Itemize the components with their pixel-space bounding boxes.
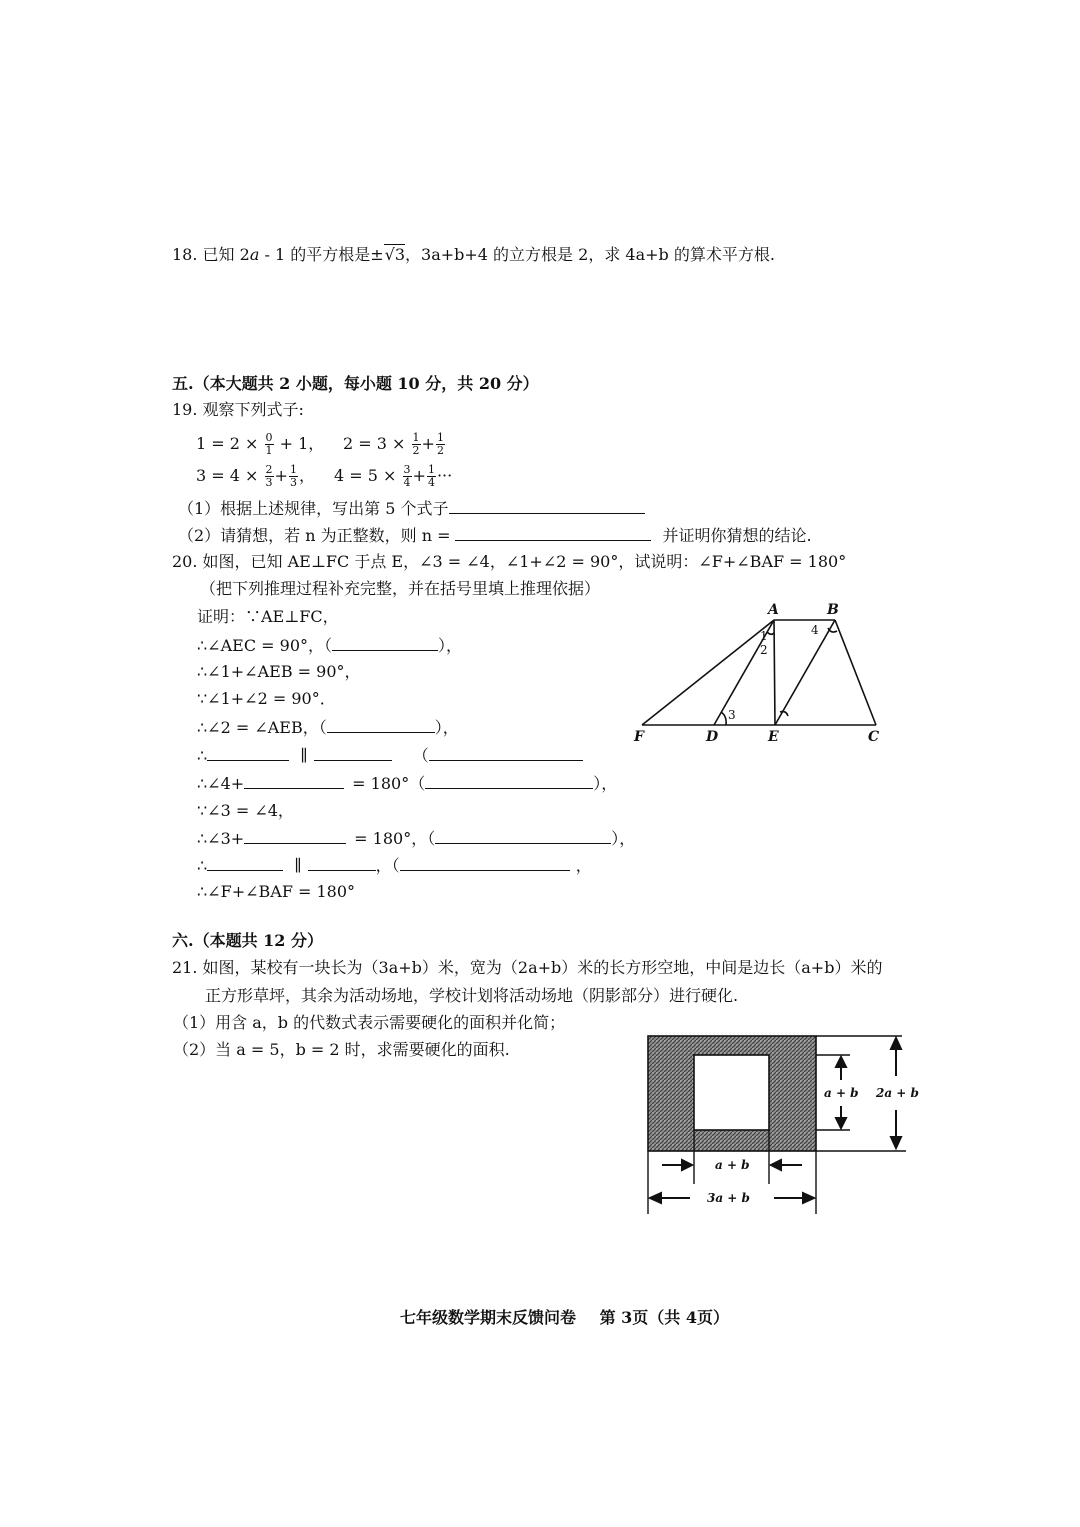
proof-text: ）， xyxy=(434,718,459,737)
answer-blank[interactable] xyxy=(207,854,283,871)
line-FA xyxy=(642,620,774,725)
numerator: 0 xyxy=(265,431,273,444)
proof-step-7 xyxy=(197,772,617,795)
fraction xyxy=(265,464,274,489)
denominator: 2 xyxy=(412,444,420,457)
eq-text: 4 = 5 × xyxy=(334,466,397,485)
arrow-head xyxy=(891,1137,901,1148)
denominator: 1 xyxy=(265,444,273,457)
proof-text: ）， xyxy=(438,636,463,655)
q19-equation-2 xyxy=(343,430,446,458)
answer-blank[interactable] xyxy=(207,744,289,761)
fraction xyxy=(265,432,274,457)
answer-blank[interactable] xyxy=(332,634,438,651)
question-21-line-1: 21. 如图，某校有一块长为（3a+b）米，宽为（2a+b）米的长方形空地，中间是边长（a+b）米的 xyxy=(172,958,883,977)
numerator: 3 xyxy=(403,463,411,476)
page-footer xyxy=(400,1307,729,1329)
proof-step-1: 证明：∵AE⊥FC， xyxy=(197,607,339,626)
eq-text: 3 = 4 × xyxy=(196,466,259,485)
parallel-sign: ∥ xyxy=(300,746,308,765)
proof-text: ， xyxy=(575,856,592,875)
footer-title: 七年级数学期末反馈问卷 xyxy=(400,1308,577,1327)
proof-text: = 180°（ xyxy=(352,774,426,793)
eq-text: + 1， xyxy=(279,434,325,453)
angle-label-1: 1 xyxy=(760,629,768,643)
question-20-stem: 20. 如图，已知 AE⊥FC 于点 E，∠3 = ∠4，∠1+∠2 = 90°，试说明：∠F+∠BAF = 180° xyxy=(172,552,847,571)
denominator: 2 xyxy=(436,444,444,457)
q21-part-2: （2）当 a = 5，b = 2 时，求需要硬化的面积. xyxy=(173,1040,510,1059)
q19-part-1-text: （1）根据上述规律，写出第 5 个式子 xyxy=(178,499,449,518)
label-inner-side: a + b xyxy=(824,1086,859,1100)
label-height: 2a + b xyxy=(876,1086,919,1100)
numerator: 1 xyxy=(289,463,297,476)
angle-label-3: 3 xyxy=(728,708,736,722)
proof-text: ∴∠2 = ∠AEB，（ xyxy=(197,718,327,737)
denominator: 4 xyxy=(403,476,411,489)
proof-text: = 180°，（ xyxy=(354,829,436,848)
proof-step-5 xyxy=(197,716,459,739)
angle-mark-1 xyxy=(767,632,774,634)
proof-text: ∴∠AEC = 90°，（ xyxy=(197,636,333,655)
q18-text-2: - 1 的平方根是± xyxy=(259,245,384,264)
section-6-heading: 六.（本题共 12 分） xyxy=(172,931,323,950)
q19-part-2-tail: 并证明你猜想的结论. xyxy=(662,526,812,545)
eq-text: ， xyxy=(298,466,315,485)
answer-blank[interactable] xyxy=(244,772,344,789)
proof-step-11: ∴∠F+∠BAF = 180° xyxy=(197,882,356,901)
plus-sign: + xyxy=(421,434,435,453)
q19-part-2 xyxy=(178,524,812,547)
fraction xyxy=(436,432,445,457)
plus-sign: + xyxy=(412,466,426,485)
answer-blank[interactable] xyxy=(244,827,346,844)
line-BC xyxy=(835,620,876,725)
label-B: B xyxy=(827,602,839,618)
arrow-head xyxy=(836,1057,846,1067)
proof-text: ，（ xyxy=(375,856,400,875)
question-20-hint: （把下列推理过程补充完整，并在括号里填上推理依据） xyxy=(200,579,601,598)
footer-page: 第 3页（共 4页） xyxy=(599,1308,730,1327)
answer-blank[interactable] xyxy=(314,744,392,761)
angle-label-4: 4 xyxy=(811,623,819,637)
parallel-sign: ∥ xyxy=(294,856,302,875)
answer-blank[interactable] xyxy=(455,524,651,541)
angle-mark-3 xyxy=(721,712,726,725)
proof-text: ∴∠3+ xyxy=(197,829,245,848)
numerator: 1 xyxy=(412,431,420,444)
q19-equation-3 xyxy=(196,462,315,490)
denominator: 3 xyxy=(289,476,297,489)
line-BE xyxy=(775,620,835,725)
proof-step-10 xyxy=(197,854,592,877)
eq-text: 2 = 3 × xyxy=(343,434,406,453)
label-D: D xyxy=(706,729,719,745)
sqrt-3: √3 xyxy=(384,245,406,264)
q20-figure xyxy=(628,598,890,746)
proof-step-4: ∵∠1+∠2 = 90°． xyxy=(197,689,336,708)
arrow-head xyxy=(682,1160,692,1170)
question-19-stem: 19. 观察下列式子: xyxy=(172,400,304,419)
arrow-head xyxy=(803,1193,814,1203)
q21-figure xyxy=(640,1028,925,1220)
numerator: 1 xyxy=(436,431,444,444)
answer-blank[interactable] xyxy=(449,497,645,514)
q19-part-1 xyxy=(178,497,645,520)
variable-a: a xyxy=(249,245,260,264)
plus-sign: + xyxy=(274,466,288,485)
fraction xyxy=(412,432,421,457)
answer-blank[interactable] xyxy=(400,854,570,871)
eq-text: ··· xyxy=(436,466,453,485)
denominator: 4 xyxy=(427,476,435,489)
question-21-line-2: 正方形草坪，其余为活动场地，学校计划将活动场地（阴影部分）进行硬化. xyxy=(205,986,739,1005)
answer-blank[interactable] xyxy=(327,716,435,733)
label-inner-width: a + b xyxy=(715,1158,750,1172)
fraction xyxy=(427,464,436,489)
proof-text: ∴ xyxy=(197,746,208,765)
arrow-head xyxy=(650,1193,661,1203)
answer-blank[interactable] xyxy=(308,854,376,871)
q19-part-2-text: （2）请猜想，若 n 为正整数，则 n = xyxy=(178,526,451,545)
line-AE xyxy=(774,620,775,725)
answer-blank[interactable] xyxy=(435,827,611,844)
label-E: E xyxy=(768,729,779,745)
section-5-heading: 五.（本大题共 2 小题，每小题 10 分，共 20 分） xyxy=(172,374,539,393)
q21-part-1: （1）用含 a，b 的代数式表示需要硬化的面积并化简； xyxy=(173,1013,566,1032)
arrow-head xyxy=(891,1038,901,1049)
numerator: 1 xyxy=(427,463,435,476)
denominator: 3 xyxy=(265,476,273,489)
q18-text-1: 已知 2 xyxy=(202,245,250,264)
proof-step-9 xyxy=(197,827,635,850)
proof-text: ∴ xyxy=(197,856,208,875)
proof-step-3: ∴∠1+∠AEB = 90°， xyxy=(197,662,361,681)
label-width: 3a + b xyxy=(707,1191,750,1205)
answer-blank[interactable] xyxy=(425,772,593,789)
arrow-head xyxy=(836,1118,846,1128)
arrow-head xyxy=(771,1160,781,1170)
question-number: 18. xyxy=(172,245,198,264)
label-C: C xyxy=(868,729,880,745)
question-18 xyxy=(172,244,775,266)
numerator: 2 xyxy=(265,463,273,476)
angle-label-2: 2 xyxy=(760,643,768,657)
proof-step-6 xyxy=(197,744,583,767)
answer-blank[interactable] xyxy=(429,744,583,761)
fraction xyxy=(289,464,298,489)
q18-text-3: ，3a+b+4 的立方根是 2，求 4a+b 的算术平方根. xyxy=(405,245,775,264)
grass-square xyxy=(694,1055,769,1130)
proof-text: ）， xyxy=(611,829,636,848)
eq-text: 1 = 2 × xyxy=(196,434,259,453)
q19-equation-1 xyxy=(196,430,324,458)
proof-text: ∴∠4+ xyxy=(197,774,245,793)
q19-equation-4 xyxy=(334,462,452,490)
proof-step-2 xyxy=(197,634,462,657)
proof-text: ）， xyxy=(593,774,618,793)
proof-step-8: ∵∠3 = ∠4， xyxy=(197,801,294,820)
label-A: A xyxy=(768,602,779,618)
proof-text: （ xyxy=(412,746,429,765)
fraction xyxy=(403,464,412,489)
figure-lines xyxy=(642,620,876,725)
label-F: F xyxy=(634,729,644,745)
